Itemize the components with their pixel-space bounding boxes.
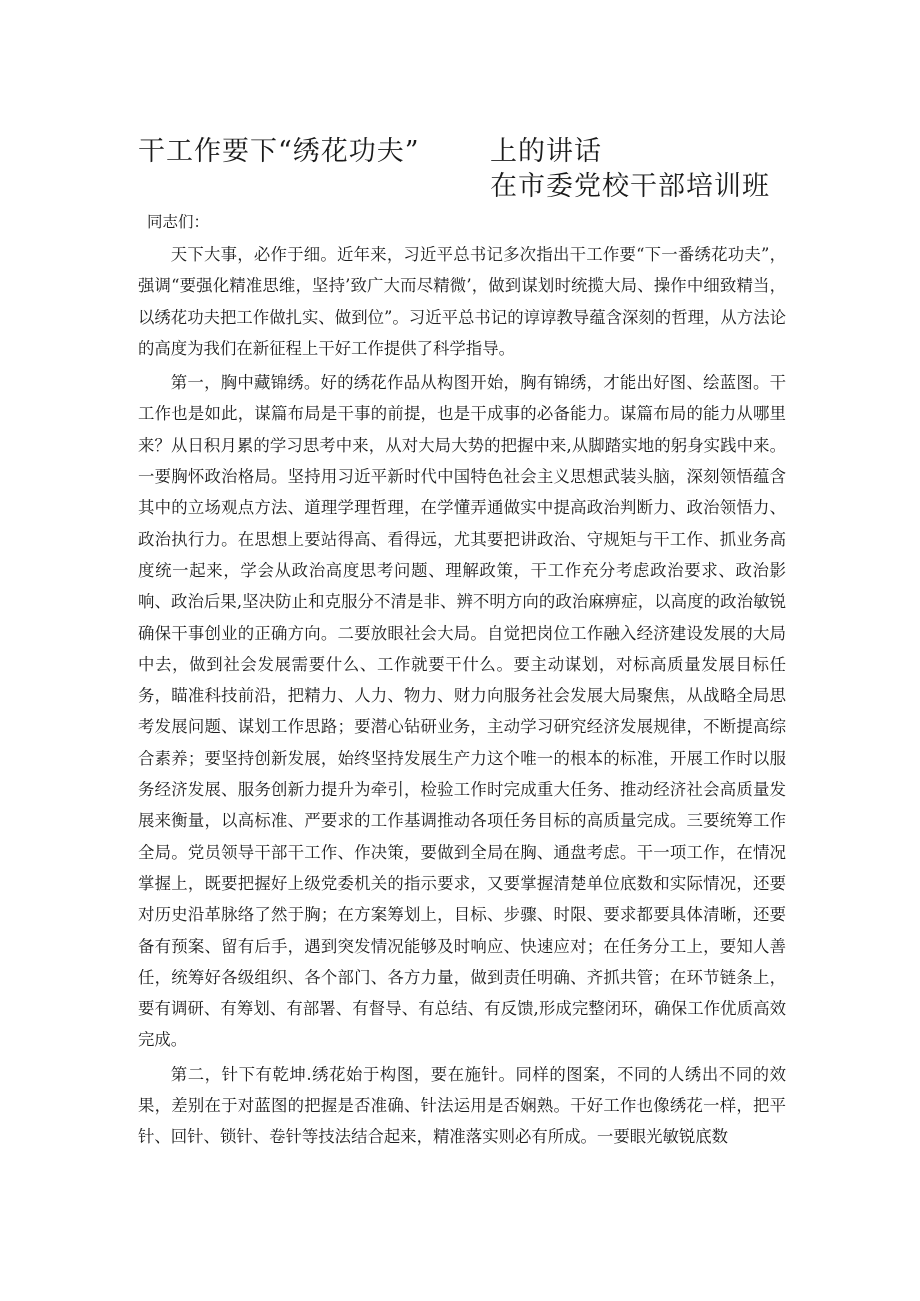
document-title-line-2: 在市委党校干部培训班 (490, 171, 770, 202)
paragraph-intro: 天下大事，必作于细。近年来，习近平总书记多次指出干工作要“下一番绣花功夫”，强调“要强化精准思维，坚持’致广大而尽精微’，做到谋划时统揽大局、操作中细致精当，以绣花功夫把工作做扎实、做到位”。习近平总书记的谆谆教导蕴含深刻的哲理，从方法论的高度为我们在新征程上干好工作提供了科学指导。 (138, 245, 786, 358)
salutation: 同志们： (147, 213, 210, 231)
document-body (138, 239, 786, 1156)
paragraph-second-point: 第二，针下有乾坤.绣花始于构图，要在施针。同样的图案，不同的人绣出不同的效果，差别在于对蓝图的把握是否准确、针法运用是否娴熟。干好工作也像绣花一样，把平针、回针、锁针、卷针等技法结合起来，精准落实则必有所成。一要眼光敏锐底数 (138, 1064, 786, 1147)
document-title-part-1: 干工作要下“绣花功夫” (138, 136, 420, 167)
document-title-line-1 (138, 133, 838, 171)
document-title-part-2: 上的讲话 (490, 136, 602, 167)
paragraph-first-point: 第一，胸中藏锦绣。好的绣花作品从构图开始，胸有锦绣，才能出好图、绘蓝图。干工作也是如此，谋篇布局是干事的前提，也是干成事的必备能力。谋篇布局的能力从哪里来？从日积月累的学习思考中来，从对大局大势的把握中来,从脚踏实地的躬身实践中来。一要胸怀政治格局。坚持用习近平新时代中国特色社会主义思想武装头脑，深刻领悟蕴含其中的立场观点方法、道理学理哲理，在学懂弄通做实中提高政治判断力、政治领悟力、政治执行力。在思想上要站得高、看得远，尤其要把讲政治、守规矩与干工作、抓业务高度统一起来，学会从政治高度思考问题、理解政策，干工作充分考虑政治要求、政治影响、政治后果,坚决防止和克服分不清是非、辨不明方向的政治麻痹症，以高度的政治敏锐确保干事创业的正确方向。二要放眼社会大局。自觉把岗位工作融入经济建设发展的大局中去，做到社会发展需要什么、工作就要干什么。要主动谋划，对标高质量发展目标任务，瞄准科技前沿，把精力、人力、物力、财力向服务社会发展大局聚焦，从战略全局思考发展问题、谋划工作思路；要潜心钻研业务，主动学习研究经济发展规律，不断提高综合素养；要坚持创新发展，始终坚持发展生产力这个唯一的根本的标准，开展工作时以服务经济发展、服务创新力提升为牵引，检验工作时完成重大任务、推动经济社会高质量发展来衡量，以高标准、严要求的工作基调推动各项任务目标的高质量完成。三要统筹工作全局。党员领导干部干工作、作决策，要做到全局在胸、通盘考虑。干一项工作，在情况掌握上，既要把握好上级党委机关的指示要求，又要掌握清楚单位底数和实际情况，还要对历史沿革脉络了然于胸；在方案筹划上，目标、步骤、时限、要求都要具体清晰，还要备有预案、留有后手，遇到突发情况能够及时响应、快速应对；在任务分工上，要知人善任，统筹好各级组织、各个部门、各方力量，做到责任明确、齐抓共管；在环节链条上，要有调研、有筹划、有部署、有督导、有总结、有反馈,形成完整闭环，确保工作优质高效完成。 (138, 373, 786, 1050)
